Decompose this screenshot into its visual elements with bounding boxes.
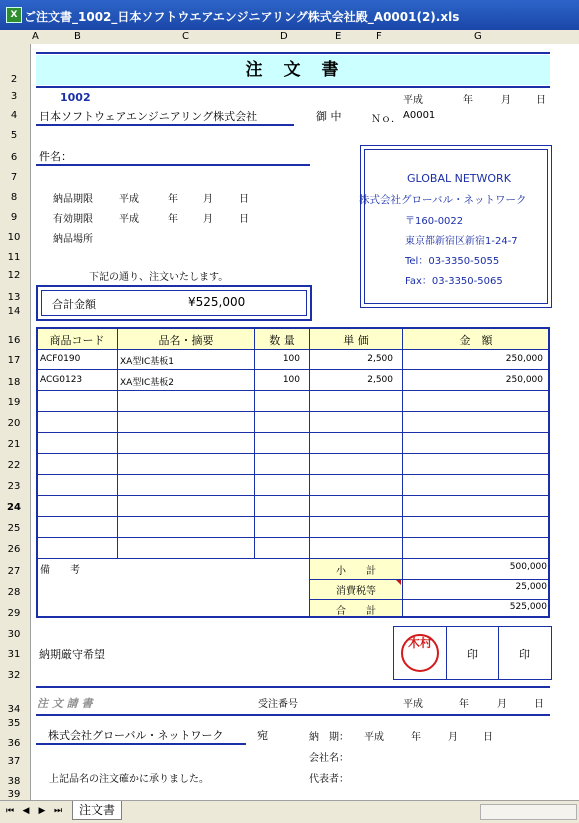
row-header[interactable]: 17: [7, 355, 21, 366]
column-header-a[interactable]: A: [32, 31, 39, 42]
seal-box: [393, 626, 552, 680]
valid-month: 月: [203, 214, 213, 225]
confirmation-title: 注 文 請 書: [37, 697, 93, 710]
onchu-label: 御 中: [316, 110, 342, 123]
row2-price[interactable]: 2,500: [367, 375, 393, 385]
tax-value: 25,000: [515, 582, 547, 592]
row1-price[interactable]: 2,500: [367, 354, 393, 364]
row-header[interactable]: 10: [7, 232, 21, 243]
row-header[interactable]: 19: [7, 397, 21, 408]
subject-label: 件名：: [39, 150, 72, 163]
row-header[interactable]: 2: [10, 74, 18, 85]
total-amount-label: 合計金額: [52, 298, 96, 311]
grand-total-value: 525,000: [509, 602, 547, 612]
sender-tel: Tel：03-3350-5055: [405, 256, 500, 267]
valid-era: 平成: [119, 214, 139, 225]
delivery-note: 納期厳守希望: [39, 648, 105, 661]
row-header[interactable]: 28: [7, 587, 21, 598]
date-year-label: 年: [463, 95, 473, 106]
due-label: 納 期：: [309, 732, 349, 743]
row-header[interactable]: 37: [7, 756, 21, 767]
window-title: ご注文書_1002_日本ソフトウエアエンジニアリング株式会社殿_A0001(2).xls: [24, 10, 460, 24]
representative-label: 代表者：: [309, 774, 349, 785]
accept-text: 上記品名の注文確かに承りました。: [49, 774, 209, 785]
row-header[interactable]: 31: [7, 649, 21, 660]
confirm-to: 宛: [257, 729, 268, 742]
items-table: [36, 327, 550, 618]
row-header[interactable]: 16: [7, 335, 21, 346]
due-year: 年: [411, 732, 421, 743]
row2-amount[interactable]: 250,000: [505, 375, 543, 385]
header-unit-price: 単 価: [343, 334, 369, 347]
row-header[interactable]: 4: [10, 110, 18, 121]
document-title: 注 文 書: [36, 55, 550, 85]
row-header-bar: [0, 44, 31, 800]
company-name-label: 会社名：: [309, 753, 349, 764]
delivery-month: 月: [203, 194, 213, 205]
worksheet[interactable]: [31, 44, 579, 800]
header-quantity: 数 量: [269, 334, 295, 347]
sender-box: [360, 145, 552, 308]
total-amount-box: [36, 285, 312, 321]
sheet-tab-order[interactable]: 注文書: [72, 801, 122, 820]
kimura-stamp-icon: [401, 634, 439, 672]
row-header[interactable]: 27: [7, 566, 21, 577]
due-day: 日: [483, 732, 493, 743]
next-sheet-icon[interactable]: ▶: [38, 806, 46, 816]
customer-name: 日本ソフトウェアエンジニアリング株式会社: [39, 110, 258, 123]
row2-qty[interactable]: 100: [282, 375, 300, 385]
tax-label: 消費税等: [336, 586, 376, 597]
confirm-era: 平成: [403, 699, 423, 710]
row-header[interactable]: 39: [7, 789, 21, 800]
row-header[interactable]: 7: [10, 172, 18, 183]
last-sheet-icon[interactable]: ⏭: [53, 806, 63, 816]
row-header[interactable]: 24: [7, 502, 21, 513]
comment-indicator-icon[interactable]: [396, 580, 401, 585]
sheet-tab-bar: [0, 800, 579, 823]
row-header[interactable]: 25: [7, 523, 21, 534]
total-amount-value: ¥525,000: [188, 295, 246, 309]
row-header[interactable]: 14: [7, 306, 21, 317]
prev-sheet-icon[interactable]: ◀: [22, 806, 30, 816]
row-header[interactable]: 5: [10, 130, 18, 141]
subtotal-value: 500,000: [509, 562, 547, 572]
seal-label-2: 印: [519, 648, 530, 661]
valid-day: 日: [239, 214, 249, 225]
confirm-company: 株式会社グローバル・ネットワーク: [48, 729, 224, 742]
horizontal-scrollbar[interactable]: [480, 804, 577, 820]
valid-year: 年: [168, 214, 178, 225]
row-header[interactable]: 9: [10, 212, 18, 223]
date-month-label: 月: [501, 95, 511, 106]
column-header-b[interactable]: B: [74, 31, 81, 42]
confirm-day: 日: [534, 699, 544, 710]
date-era: 平成: [403, 95, 423, 106]
delivery-year: 年: [168, 194, 178, 205]
row1-qty[interactable]: 100: [282, 354, 300, 364]
seal-label-1: 印: [467, 648, 478, 661]
column-header-bar: [0, 30, 579, 45]
sender-name-jp: 株式会社グローバル・ネットワーク: [359, 194, 527, 206]
row-header[interactable]: 29: [7, 608, 21, 619]
header-amount: 金 額: [459, 334, 493, 347]
delivery-deadline-label: 納品期限: [53, 194, 93, 205]
sender-fax: Fax：03-3350-5065: [405, 276, 503, 287]
row2-code[interactable]: ACG0123: [40, 375, 83, 385]
row-header[interactable]: 8: [10, 192, 18, 203]
remarks-label: 備 考: [40, 565, 80, 576]
stamp-text: 木村: [407, 636, 432, 650]
row-header[interactable]: 23: [7, 481, 21, 492]
sender-name-en: GLOBAL NETWORK: [407, 172, 511, 185]
sender-postal: 〒160-0022: [405, 216, 464, 227]
first-sheet-icon[interactable]: ⏮: [5, 806, 15, 816]
row-header[interactable]: 18: [7, 377, 21, 388]
row-header[interactable]: 6: [10, 152, 18, 163]
grand-total-label: 合 計: [336, 606, 376, 617]
subtotal-label: 小 計: [336, 566, 376, 577]
row2-name[interactable]: XA型IC基板2: [120, 378, 174, 388]
receipt-number-label: 受注番号: [258, 699, 298, 710]
delivery-era: 平成: [119, 194, 139, 205]
confirm-month: 月: [497, 699, 507, 710]
excel-file-icon: X: [6, 7, 22, 23]
row1-code[interactable]: ACF0190: [40, 354, 81, 364]
date-day-label: 日: [536, 95, 546, 106]
row1-amount[interactable]: 250,000: [505, 354, 543, 364]
row-header[interactable]: 36: [7, 738, 21, 749]
row-header[interactable]: 22: [7, 460, 21, 471]
order-number: A0001: [403, 110, 436, 121]
column-header-f[interactable]: F: [376, 31, 382, 42]
column-header-c[interactable]: C: [182, 31, 189, 42]
row-header[interactable]: 11: [7, 252, 21, 263]
intro-text: 下記の通り、注文いたします。: [89, 272, 229, 283]
sender-address: 東京都新宿区新宿1-24-7: [405, 236, 518, 247]
number-label: Ｎｏ．: [371, 114, 401, 125]
row-header[interactable]: 3: [10, 91, 18, 102]
row-header[interactable]: 34: [7, 704, 21, 715]
delivery-day: 日: [239, 194, 249, 205]
row-header[interactable]: 12: [7, 270, 21, 281]
confirm-year: 年: [459, 699, 469, 710]
row-header[interactable]: 38: [7, 776, 21, 787]
valid-deadline-label: 有効期限: [53, 214, 93, 225]
column-header-g[interactable]: G: [474, 31, 482, 42]
row-header[interactable]: 13: [7, 292, 21, 303]
row-header[interactable]: 21: [7, 439, 21, 450]
column-header-e[interactable]: E: [335, 31, 342, 42]
due-month: 月: [448, 732, 458, 743]
row-header[interactable]: 30: [7, 629, 21, 640]
row1-name[interactable]: XA型IC基板1: [120, 357, 174, 367]
customer-number: 1002: [60, 91, 91, 104]
column-header-d[interactable]: D: [280, 31, 288, 42]
row-header[interactable]: 32: [7, 670, 21, 681]
due-era: 平成: [364, 732, 384, 743]
window-title-bar: [0, 0, 579, 30]
header-product-code: 商品コード: [49, 334, 105, 347]
row-header[interactable]: 26: [7, 544, 21, 555]
row-header[interactable]: 35: [7, 718, 21, 729]
row-header[interactable]: 20: [7, 418, 21, 429]
header-product-name: 品名・摘要: [158, 334, 214, 347]
delivery-place-label: 納品場所: [53, 234, 93, 245]
